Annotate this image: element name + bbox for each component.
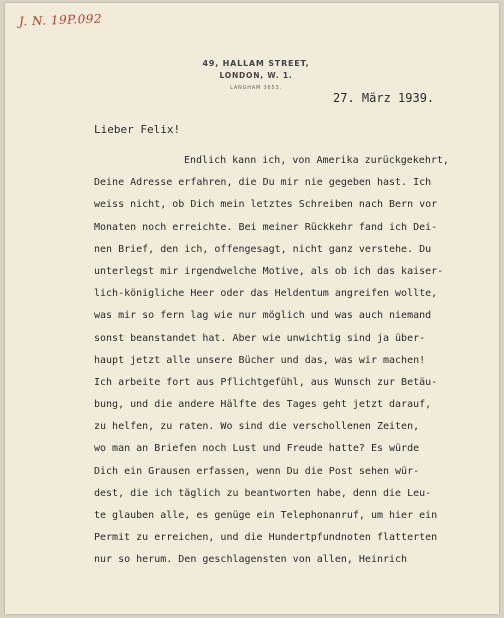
body-line: nur so herum. Den geschlagensten von allen, Heinrich <box>94 554 408 566</box>
body-line: dest, die ich täglich zu beantworten habe, denn die Leu- <box>94 487 432 499</box>
letter-page <box>5 3 499 614</box>
body-line: unterlegst mir irgendwelche Motive, als ob ich das kaiser- <box>94 265 444 277</box>
body-line: Dich ein Grausen erfassen, wenn Du die Post sehen wür- <box>94 465 420 477</box>
body-line: nen Brief, den ich, offengesagt, nicht ganz verstehe. Du <box>94 243 432 255</box>
body-line: weiss nicht, ob Dich mein letztes Schreiben nach Bern vor <box>94 199 438 211</box>
body-line: Ich arbeite fort aus Pflichtgefühl, aus Wunsch zur Betäu- <box>94 376 438 388</box>
body-line: Endlich kann ich, von Amerika zurückgekehrt, <box>184 155 449 166</box>
body-line: haupt jetzt alle unsere Bücher und das, was wir machen! <box>94 354 426 366</box>
body-line: zu helfen, zu raten. Wo sind die verschollenen Zeiten, <box>94 421 420 433</box>
body-line: was mir so fern lag wie nur möglich und was auch niemand <box>94 310 432 322</box>
body-line: Monaten noch erreichte. Bei meiner Rückkehr fand ich Dei- <box>94 221 438 233</box>
body-line: te glauben alle, es genüge ein Telephonanruf, um hier ein <box>94 510 438 521</box>
body-line: sonst beanstandet hat. Aber wie unwichtig sind ja über- <box>94 332 426 344</box>
letterhead-street: 49, HALLAM STREET, <box>202 59 310 68</box>
salutation: Lieber Felix! <box>94 123 181 136</box>
letter-date: 27. März 1939. <box>333 91 435 105</box>
letter-body <box>94 150 494 572</box>
body-line: lich-königliche Heer oder das Heldentum angreifen wollte, <box>94 288 438 300</box>
letterhead <box>201 59 311 91</box>
body-line: Permit zu erreichen, und die Hundertpfundnoten flatterten <box>94 532 438 544</box>
letterhead-city: LONDON, W. 1. <box>219 71 293 80</box>
body-line: bung, und die andere Hälfte des Tages geht jetzt darauf, <box>94 399 432 411</box>
body-line: wo man an Briefen noch Lust und Freude hatte? Es würde <box>94 443 420 455</box>
letterhead-phone: LANGHAM 3653. <box>230 85 282 91</box>
body-line: Deine Adresse erfahren, die Du mir nie gegeben hast. Ich <box>94 177 432 189</box>
archive-mark: J. N. 19P.092 <box>18 11 103 29</box>
